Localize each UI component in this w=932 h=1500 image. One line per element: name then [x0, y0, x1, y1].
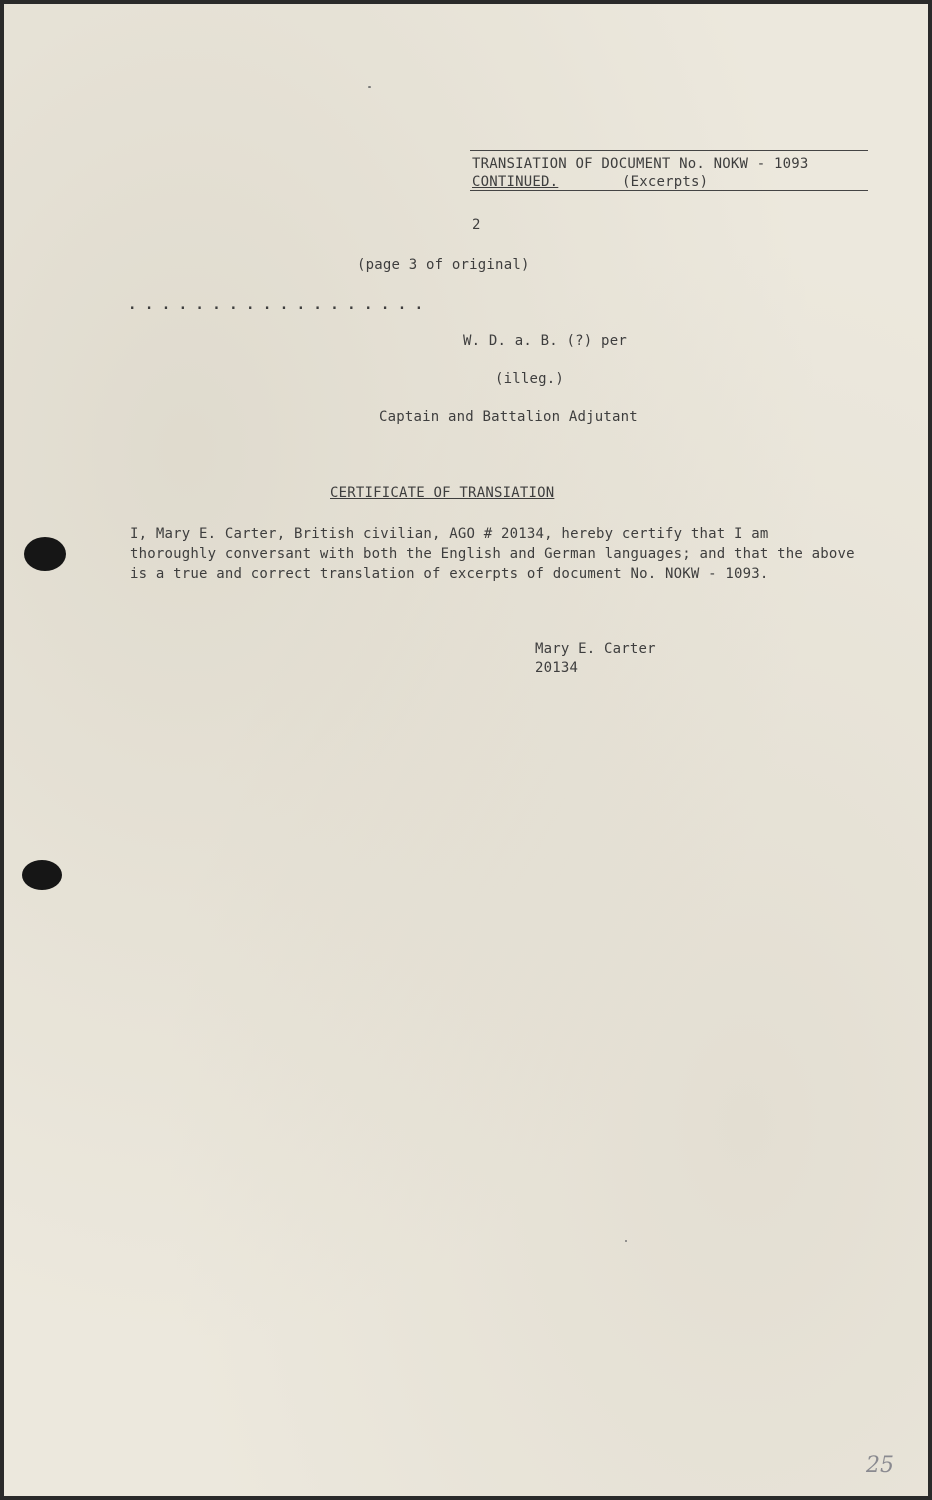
page-number: 2: [472, 217, 481, 233]
paper-speck: [368, 86, 371, 88]
handwritten-page-number: 25: [866, 1453, 894, 1478]
certificate-body: I, Mary E. Carter, British civilian, AGO # 20134, hereby certify that I am thoroughly conversant with both the English and German languages; and that the above is a true and correct translation of excerpts of document No. NOKW - 1093.: [130, 526, 855, 582]
header-top-rule: [470, 150, 868, 151]
punch-hole-bottom: [22, 860, 62, 890]
header-title: TRANSIATION OF DOCUMENT No. NOKW - 1093: [472, 156, 809, 172]
header-excerpts: (Excerpts): [622, 174, 709, 190]
signature-title: Captain and Battalion Adjutant: [379, 409, 638, 425]
signature-illegible: (illeg.): [495, 371, 565, 387]
paper-speck: [625, 1240, 627, 1242]
certificate-heading: CERTIFICATE OF TRANSIATION: [330, 485, 555, 501]
certificate-signer-number: 20134: [535, 660, 579, 676]
signature-initials: W. D. a. B. (?) per: [463, 333, 627, 349]
ellipsis-dots: . . . . . . . . . . . . . . . . . .: [128, 297, 424, 313]
certificate-signer-name: Mary E. Carter: [535, 641, 656, 657]
original-page-note: (page 3 of original): [357, 257, 530, 273]
header-continued: CONTINUED.: [472, 174, 559, 190]
punch-hole-top: [24, 537, 66, 571]
header-bottom-rule: [470, 190, 868, 191]
